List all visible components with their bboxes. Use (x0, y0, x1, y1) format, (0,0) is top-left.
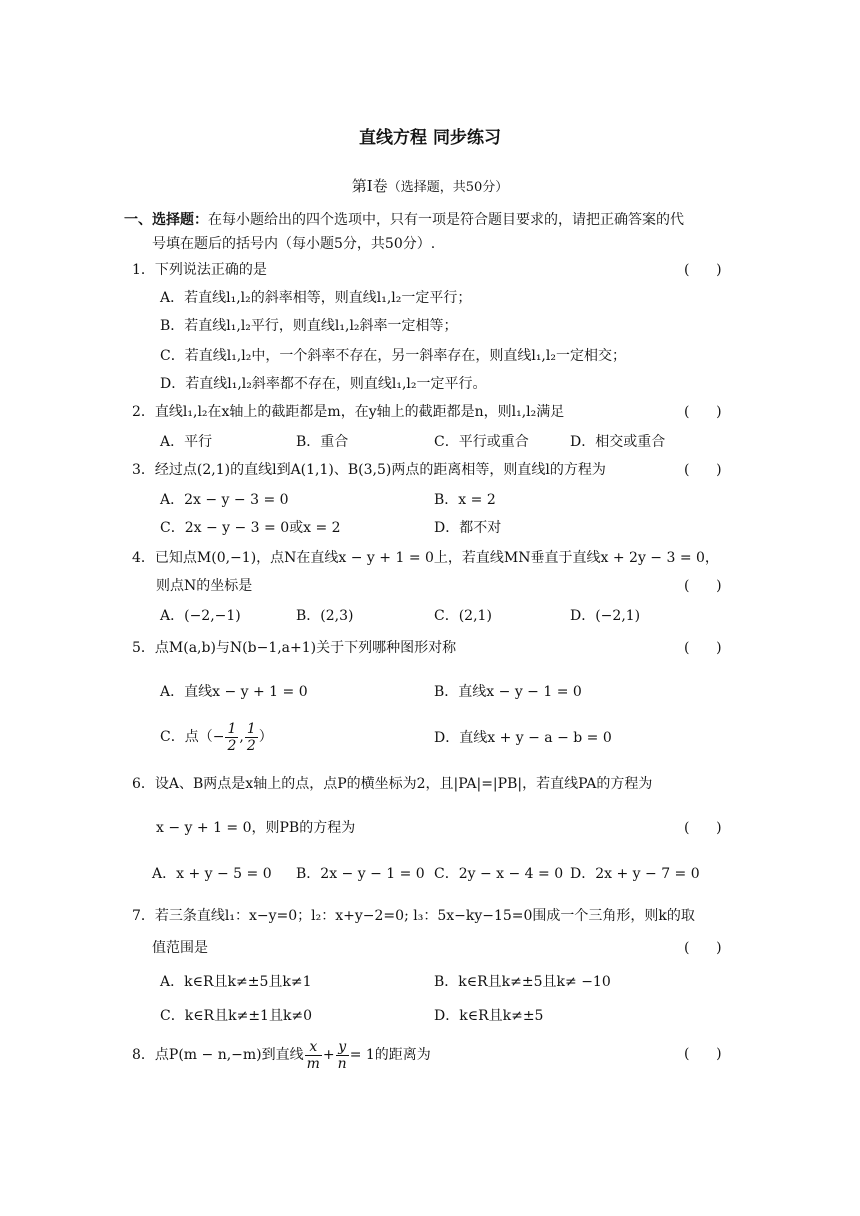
q4-option-a[interactable]: A．(−2,−1) (160, 608, 241, 624)
fraction-x-over-m: $\frac{x}{m}$ (306, 1038, 320, 1072)
q6-option-c[interactable]: C．2y − x − 4 = 0 (434, 866, 564, 882)
question-8-stem: 8．点P(m − n,−m)到直线 $\frac{x}{m}$ + $\frac{y}{n}$ = 1的距离为 (132, 1038, 431, 1072)
fraction-half-1: $\frac{1}{2}$ (227, 720, 237, 754)
question-3-stem: 3．经过点(2,1)的直线l到A(1,1)、B(3,5)两点的距离相等，则直线l的方程为 (132, 462, 606, 478)
answer-bracket-1[interactable]: ( ) (684, 262, 722, 278)
q5-option-a[interactable]: A．直线x − y + 1 = 0 (160, 684, 308, 700)
q2-option-b[interactable]: B．重合 (296, 434, 349, 450)
answer-bracket-3[interactable]: ( ) (684, 462, 722, 478)
q2-option-c[interactable]: C．平行或重合 (434, 434, 529, 450)
section-text-1: 在每小题给出的四个选项中，只有一项是符合题目要求的，请把正确答案的代 (208, 212, 684, 228)
q7-option-d[interactable]: D．k∈R且k≠±5 (434, 1008, 544, 1024)
question-5-stem: 5．点M(a,b)与N(b−1,a+1)关于下列哪种图形对称 (132, 640, 457, 656)
part-note: （选择题，共50分） (387, 180, 509, 195)
question-2-stem: 2．直线l₁,l₂在x轴上的截距都是m，在y轴上的截距都是n，则l₁,l₂满足 (132, 404, 565, 420)
q5-option-c-prefix: C．点（ (160, 729, 213, 745)
q3-option-b[interactable]: B．x = 2 (434, 492, 496, 508)
q6-option-d[interactable]: D．2x + y − 7 = 0 (570, 866, 700, 882)
section-instructions-line1 (124, 210, 684, 230)
q1-option-a[interactable]: A．若直线l₁,l₂的斜率相等，则直线l₁,l₂一定平行； (160, 290, 472, 306)
part-label: 第Ⅰ卷 (351, 177, 388, 195)
question-4-stem: 4．已知点M(0,−1)，点N在直线x − y + 1 = 0上，若直线MN垂直于直线x + 2y − 3 = 0， (132, 550, 719, 566)
question-6-stem: 6．设A、B两点是x轴上的点，点P的横坐标为2，且|PA|=|PB|，若直线PA的方程为 (132, 776, 653, 792)
fraction-half-2: $\frac{1}{2}$ (246, 720, 256, 754)
question-4-stem-cont: 则点N的坐标是 (156, 578, 253, 594)
q7-option-b[interactable]: B．k∈R且k≠±5且k≠ −10 (434, 974, 611, 990)
section-instructions-line2: 号填在题后的括号内（每小题5分，共50分）. (152, 236, 436, 252)
question-1-stem: 1．下列说法正确的是 (132, 262, 267, 278)
section-heading: 一、选择题： (124, 212, 208, 228)
q1-option-b[interactable]: B．若直线l₁,l₂平行，则直线l₁,l₂斜率一定相等； (160, 318, 458, 334)
q4-option-b[interactable]: B．(2,3) (296, 608, 354, 624)
q2-option-d[interactable]: D．相交或重合 (570, 434, 666, 450)
answer-bracket-6[interactable]: ( ) (684, 820, 722, 836)
q5-option-d[interactable]: D．直线x + y − a − b = 0 (434, 730, 612, 746)
q6-option-a[interactable]: A．x + y − 5 = 0 (152, 866, 272, 882)
answer-bracket-8[interactable]: ( ) (684, 1046, 722, 1062)
question-6-stem-cont: x − y + 1 = 0，则PB的方程为 (156, 820, 356, 836)
answer-bracket-4[interactable]: ( ) (684, 578, 722, 594)
page-title: 直线方程 同步练习 (359, 128, 501, 148)
q5-option-b[interactable]: B．直线x − y − 1 = 0 (434, 684, 582, 700)
q3-option-c[interactable]: C．2x − y − 3 = 0或x = 2 (160, 520, 341, 536)
q4-option-d[interactable]: D．(−2,1) (570, 608, 641, 624)
q6-option-b[interactable]: B．2x − y − 1 = 0 (296, 866, 425, 882)
q7-option-c[interactable]: C．k∈R且k≠±1且k≠0 (160, 1008, 313, 1024)
answer-bracket-5[interactable]: ( ) (684, 640, 722, 656)
answer-bracket-2[interactable]: ( ) (684, 404, 722, 420)
q1-option-c[interactable]: C．若直线l₁,l₂中，一个斜率不存在，另一斜率存在，则直线l₁,l₂一定相交； (160, 348, 626, 364)
q5-option-c-suffix: ） (258, 729, 273, 745)
q7-option-a[interactable]: A．k∈R且k≠±5且k≠1 (160, 974, 312, 990)
question-7-stem: 7．若三条直线l₁：x−y=0；l₂：x+y−2=0; l₃：5x−ky−15=0围成一个三角形，则k的取 (132, 908, 695, 924)
q8-stem-pre: 8．点P(m − n,−m)到直线 (132, 1047, 304, 1063)
q3-option-a[interactable]: A．2x − y − 3 = 0 (160, 492, 289, 508)
q2-option-a[interactable]: A．平行 (160, 434, 213, 450)
fraction-y-over-n: $\frac{y}{n}$ (337, 1038, 347, 1072)
q8-stem-post: = 1的距离为 (349, 1047, 431, 1063)
question-7-stem-cont: 值范围是 (152, 940, 208, 956)
q5-option-c[interactable]: C．点（− $\frac{1}{2}$ , $\frac{1}{2}$ ） (160, 720, 273, 754)
q4-option-c[interactable]: C．(2,1) (434, 608, 492, 624)
answer-bracket-7[interactable]: ( ) (684, 940, 722, 956)
q3-option-d[interactable]: D．都不对 (434, 520, 502, 536)
q1-option-d[interactable]: D．若直线l₁,l₂斜率都不存在，则直线l₁,l₂一定平行。 (160, 376, 487, 392)
part-heading (0, 176, 860, 198)
